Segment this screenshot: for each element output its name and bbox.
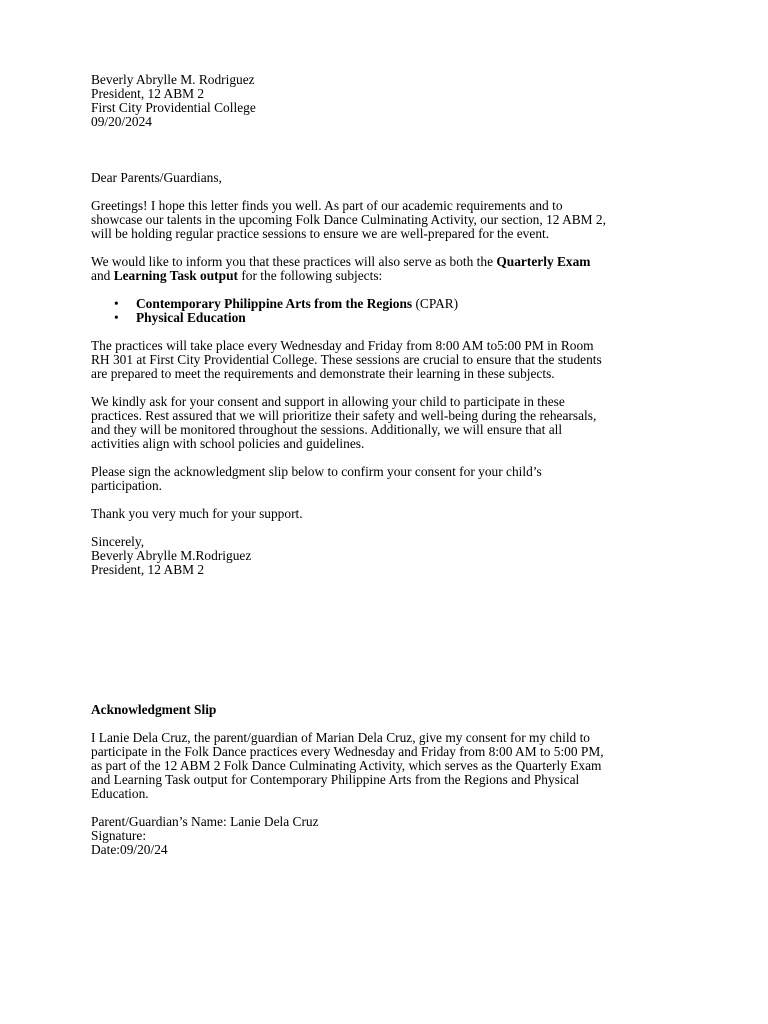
subject-list [91,297,691,325]
acknowledgment-slip [91,703,691,857]
closing-position: President, 12 ABM 2 [91,562,205,577]
letter-page [91,73,691,857]
paragraph-purpose: We would like to inform you that these practices will also serve as both the Quarterly Exam and Learning Task output for the following subjects: [91,254,591,283]
closing-block [91,535,691,577]
paragraph-consent-request: We kindly ask for your consent and support in allowing your child to participate in these practices. Rest assured that we will prioritize their safety and well-being during the rehearsals, and they will be monitored throughout the sessions. Additionally, we will ensure that all activities align with school policies and guidelines. [91,394,597,451]
sender-name: Beverly Abrylle M. Rodriguez [91,72,255,87]
slip-title: Acknowledgment Slip [91,702,217,717]
list-item: • Physical Education [114,310,246,325]
closing-name: Beverly Abrylle M.Rodriguez [91,548,252,563]
sender-school: First City Providential College [91,100,256,115]
paragraph-greeting: Greetings! I hope this letter finds you well. As part of our academic requirements and to showcase our talents in the upcoming Folk Dance Culminating Activity, our section, 12 ABM 2, will be holding regular practice sessions to ensure we are well-prepared for the event. [91,198,606,241]
salutation: Dear Parents/Guardians, [91,170,222,185]
bullet-icon: • [114,296,119,311]
slip-body: I Lanie Dela Cruz, the parent/guardian of Marian Dela Cruz, give my consent for my child to participate in the Folk Dance practices every Wednesday and Friday from 8:00 AM to 5:00 PM, as part of the 12 ABM 2 Folk Dance Culminating Activity, which serves as the Quarterly Exam and Learning Task output for Contemporary Philippine Arts from the Regions and Physical Education. [91,730,604,801]
sender-position: President, 12 ABM 2 [91,86,205,101]
guardian-name-field: Parent/Guardian’s Name: Lanie Dela Cruz [91,814,319,829]
letter-header [91,73,691,129]
paragraph-schedule: The practices will take place every Wednesday and Friday from 8:00 AM to5:00 PM in Room RH 301 at First City Providential College. These sessions are crucial to ensure that the students are prepared to meet the requirements and demonstrate their learning in these subjects. [91,338,602,381]
bullet-icon: • [114,310,119,325]
slip-date-field: Date:09/20/24 [91,842,168,857]
letter-date: 09/20/2024 [91,114,153,129]
signature-field: Signature: [91,828,147,843]
list-item: • Contemporary Philippine Arts from the Regions (CPAR) [114,296,459,311]
thanks-line: Thank you very much for your support. [91,506,303,521]
paragraph-sign-request: Please sign the acknowledgment slip below to confirm your consent for your child’s participation. [91,464,542,493]
valediction: Sincerely, [91,534,145,549]
